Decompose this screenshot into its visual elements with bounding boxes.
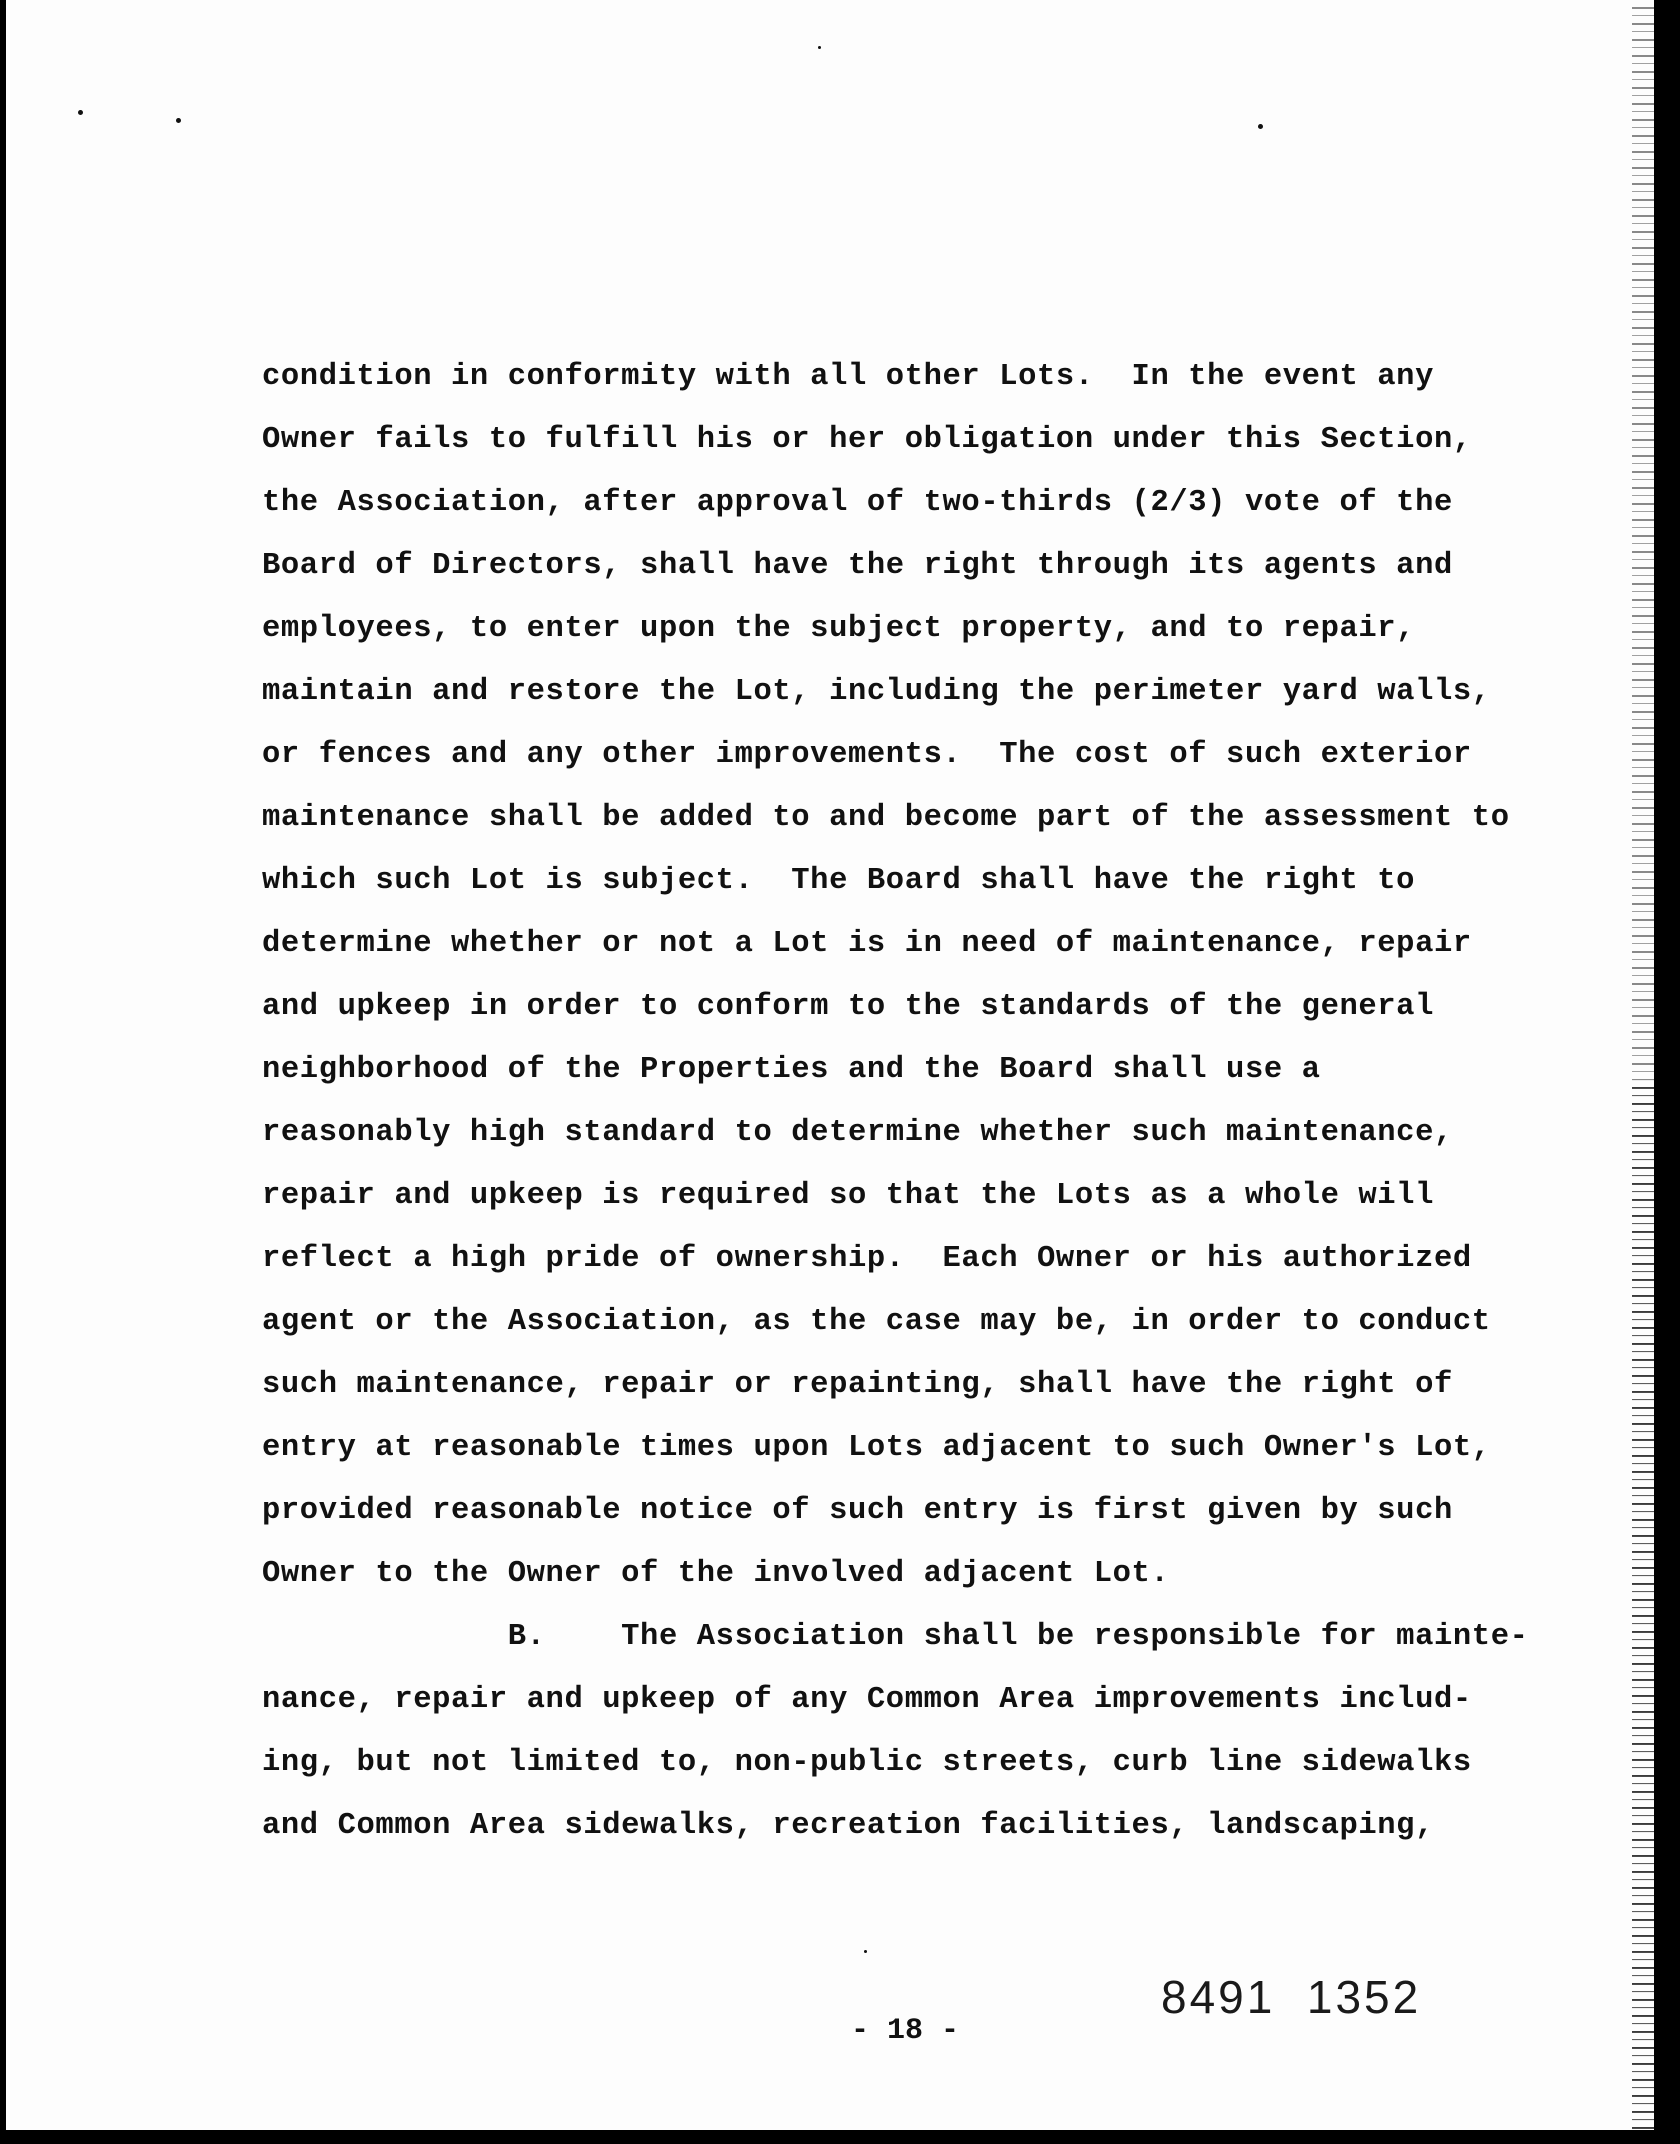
text-line: Board of Directors, shall have the right through its agents and <box>262 549 1453 583</box>
text-line: determine whether or not a Lot is in need of maintenance, repair <box>262 927 1472 961</box>
text-line: maintenance shall be added to and become part of the assessment to <box>262 801 1510 835</box>
text-line: and Common Area sidewalks, recreation facilities, landscaping, <box>262 1809 1434 1843</box>
text-line: and upkeep in order to conform to the standards of the general <box>262 990 1434 1024</box>
text-line: neighborhood of the Properties and the Board shall use a <box>262 1053 1321 1087</box>
text-line: such maintenance, repair or repainting, shall have the right of <box>262 1368 1453 1402</box>
text-line: which such Lot is subject. The Board shall have the right to <box>262 864 1416 898</box>
document-page <box>6 0 1654 2130</box>
text-line: maintain and restore the Lot, including the perimeter yard walls, <box>262 675 1491 709</box>
text-line: condition in conformity with all other Lots. In the event any <box>262 360 1434 394</box>
text-line: or fences and any other improvements. The cost of such exterior <box>262 738 1472 772</box>
text-line: provided reasonable notice of such entry is first given by such <box>262 1494 1453 1528</box>
document-reference-number: 8491 1352 <box>1161 1971 1422 2023</box>
text-line: repair and upkeep is required so that the Lots as a whole will <box>262 1179 1434 1213</box>
text-line: employees, to enter upon the subject property, and to repair, <box>262 612 1416 646</box>
text-line: Owner fails to fulfill his or her obligation under this Section, <box>262 423 1472 457</box>
text-line: nance, repair and upkeep of any Common Area improvements includ- <box>262 1683 1472 1717</box>
text-line: the Association, after approval of two-thirds (2/3) vote of the <box>262 486 1453 520</box>
text-line: reasonably high standard to determine whether such maintenance, <box>262 1116 1453 1150</box>
text-line: entry at reasonable times upon Lots adjacent to such Owner's Lot, <box>262 1431 1491 1465</box>
text-line: Owner to the Owner of the involved adjacent Lot. <box>262 1557 1170 1591</box>
body-text <box>6 0 1654 2130</box>
text-line: agent or the Association, as the case may be, in order to conduct <box>262 1305 1491 1339</box>
text-line: reflect a high pride of ownership. Each Owner or his authorized <box>262 1242 1472 1276</box>
text-line: ing, but not limited to, non-public streets, curb line sidewalks <box>262 1746 1472 1780</box>
page-number: - 18 - <box>851 2014 960 2048</box>
text-line: B. The Association shall be responsible for mainte- <box>262 1620 1529 1654</box>
